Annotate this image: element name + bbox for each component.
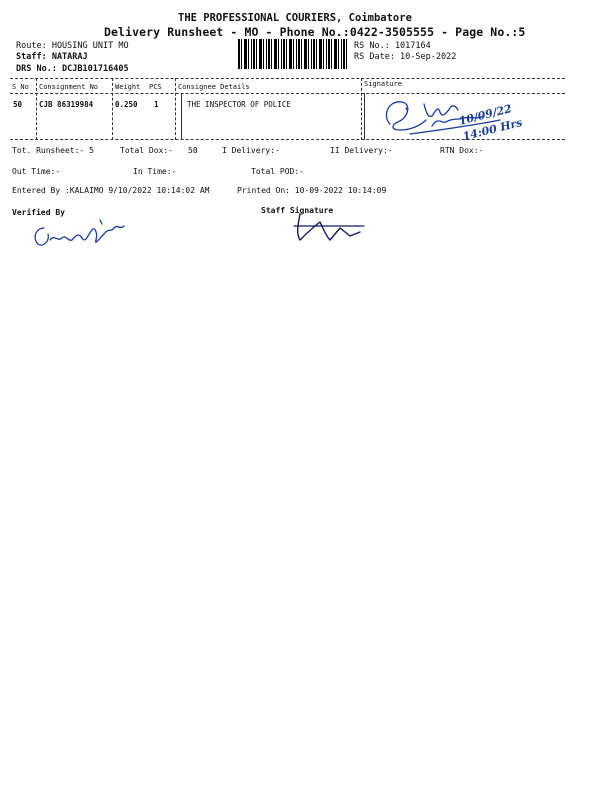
drs-number: DRS No.: DCJB101716405: [16, 64, 129, 74]
staff-label: Staff: NATARAJ: [16, 52, 88, 62]
receiver-date-note: 10/09/22 14:00 Hrs: [457, 102, 524, 144]
out-time: Out Time:-: [12, 167, 61, 176]
col-header-weight: Weight: [115, 83, 141, 91]
col-divider: [36, 78, 37, 140]
row-consignment: CJB 86319984: [39, 100, 94, 109]
row-sno: 50: [13, 100, 23, 109]
rtn-dox: RTN Dox:-: [440, 146, 484, 155]
col-divider: [181, 93, 182, 140]
runsheet-title: Delivery Runsheet - MO - Phone No.:0422-3505555 - Page No.:5: [104, 25, 526, 39]
i-delivery: I Delivery:-: [222, 146, 280, 155]
barcode: [238, 39, 348, 69]
verified-by-label: Verified By: [12, 208, 65, 217]
company-name: THE PROFESSIONAL COURIERS, Coimbatore: [178, 12, 412, 24]
staff-signature-label: Staff Signature: [261, 206, 334, 215]
total-pod: Total POD:-: [251, 167, 304, 176]
tot-runsheet: Tot. Runsheet:- 5: [12, 146, 94, 155]
in-time: In Time:-: [133, 167, 177, 176]
row-consignee: THE INSPECTOR OF POLICE: [187, 100, 291, 109]
total-dox-value: 50: [188, 146, 198, 155]
col-header-sno: S No: [12, 83, 29, 91]
staff-signature: [290, 206, 370, 246]
total-dox-label: Total Dox:-: [120, 146, 173, 155]
row-weight: 0.250: [115, 100, 138, 109]
col-header-consignee: Consignee Details: [178, 83, 250, 91]
row-pcs: 1: [154, 100, 159, 109]
table-top-rule: [10, 78, 565, 79]
col-divider: [361, 78, 362, 140]
col-header-consignment: Consignment No: [39, 83, 99, 91]
verified-by-signature: [28, 214, 138, 254]
ii-delivery: II Delivery:-: [330, 146, 393, 155]
col-divider: [112, 78, 113, 140]
col-divider: [364, 93, 365, 140]
rs-number: RS No.: 1017164: [354, 41, 431, 51]
route-label: Route: HOUSING UNIT MO: [16, 41, 129, 51]
entered-by: Entered By :KALAIMO 9/10/2022 10:14:02 AM: [12, 186, 210, 195]
rs-date: RS Date: 10-Sep-2022: [354, 52, 457, 62]
printed-on: Printed On: 10-09-2022 10:14:09: [237, 186, 387, 195]
col-header-pcs: PCS: [149, 83, 162, 91]
col-header-signature: Signature: [364, 80, 402, 88]
col-divider: [175, 78, 176, 140]
